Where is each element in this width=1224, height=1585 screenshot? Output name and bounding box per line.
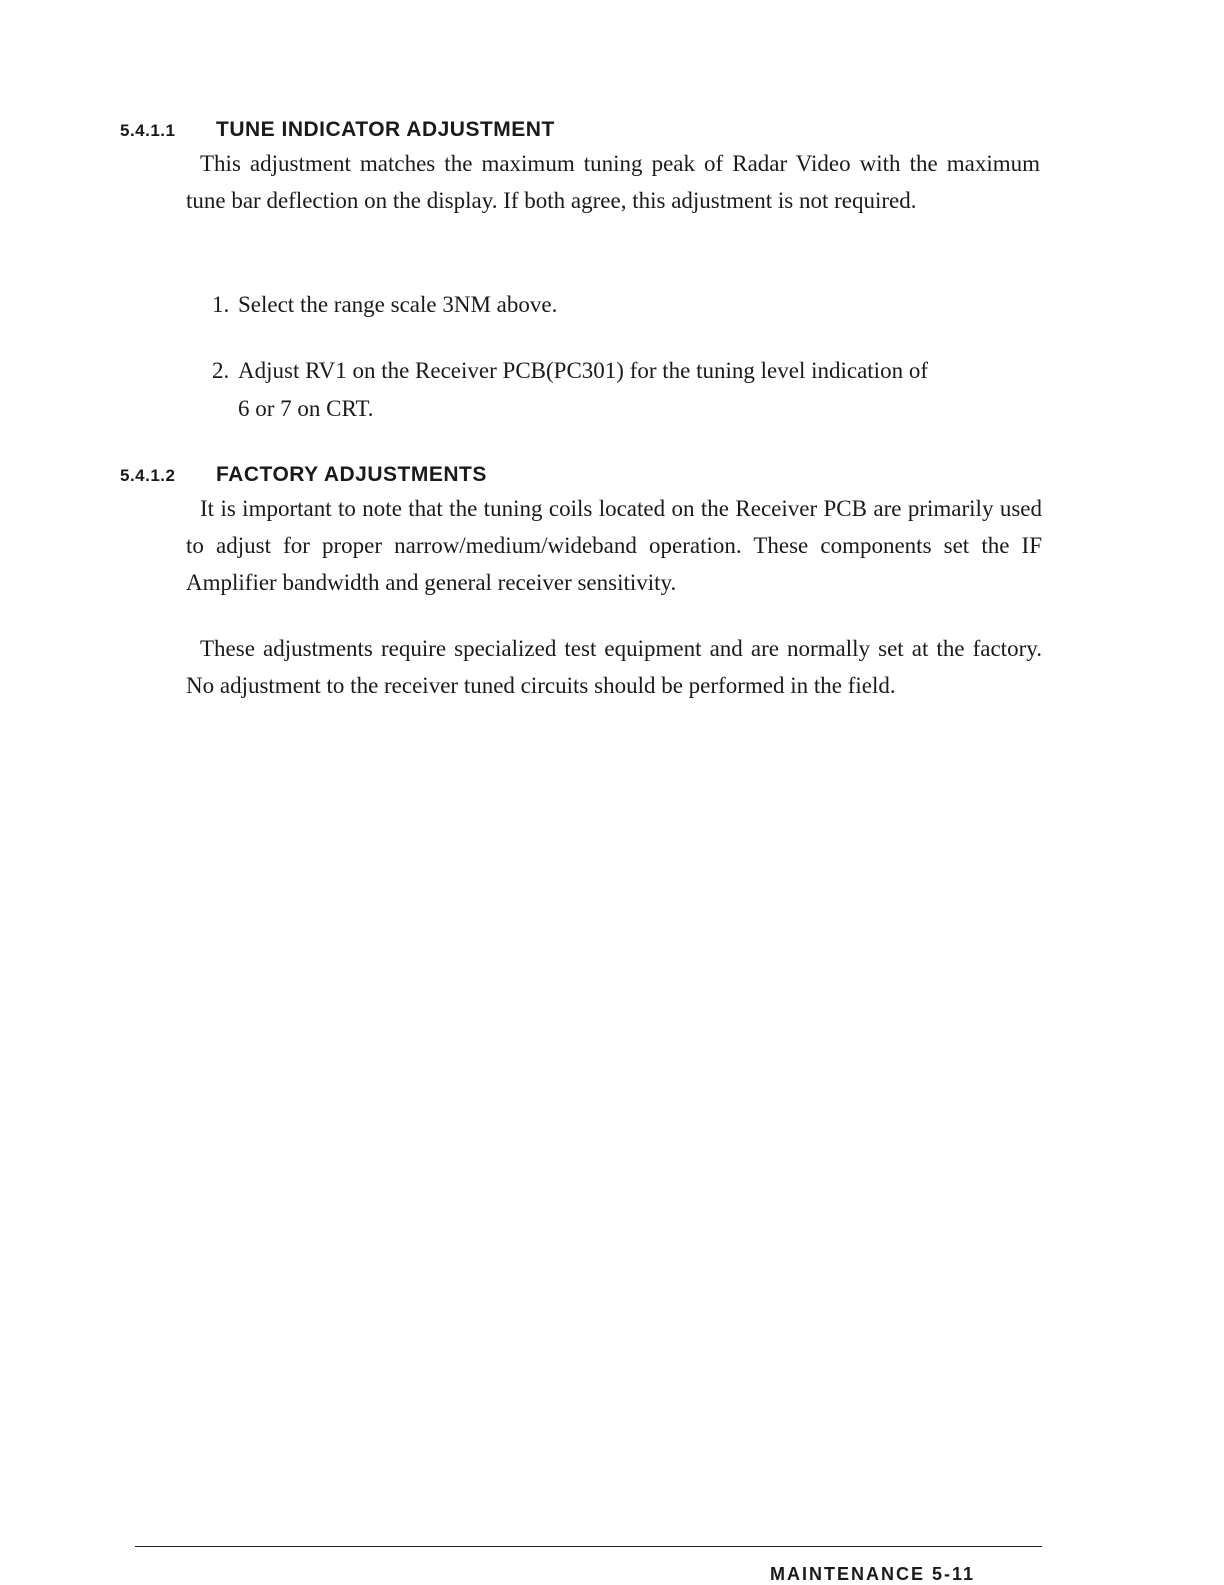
section-paragraph: It is important to note that the tuning coils located on the Receiver PCB are primarily used to adjust for proper narrow/medium/wideband operation. These components set the IF Amplifier bandwidth and general receiver sensitivity. (186, 496, 1042, 595)
list-item (212, 352, 1042, 428)
footer-rule (135, 1546, 1042, 1547)
section-title: TUNE INDICATOR ADJUSTMENT (216, 118, 555, 141)
section-paragraph: This adjustment matches the maximum tuning peak of Radar Video with the maximum tune bar deflection on the display. If both agree, this adjustment is not required. (186, 151, 1040, 213)
section-number: 5.4.1.2 (120, 466, 176, 485)
list-marker: 2. (212, 358, 230, 383)
list-text: Select the range scale 3NM above. (238, 292, 558, 317)
section-heading (120, 463, 487, 487)
section-title: FACTORY ADJUSTMENTS (216, 463, 487, 486)
section-number: 5.4.1.1 (120, 121, 176, 140)
list-text: Adjust RV1 on the Receiver PCB(PC301) for the tuning level indication of (238, 358, 928, 383)
list-marker: 1. (212, 292, 230, 317)
section-paragraph: These adjustments require specialized test equipment and are normally set at the factory. No adjustment to the receiver tuned circuits should be performed in the field. (186, 636, 1042, 698)
page-footer: MAINTENANCE 5-11 (770, 1564, 976, 1584)
section-heading (120, 118, 555, 142)
list-item (212, 286, 1042, 324)
list-text-continuation: 6 or 7 on CRT. (238, 396, 374, 421)
